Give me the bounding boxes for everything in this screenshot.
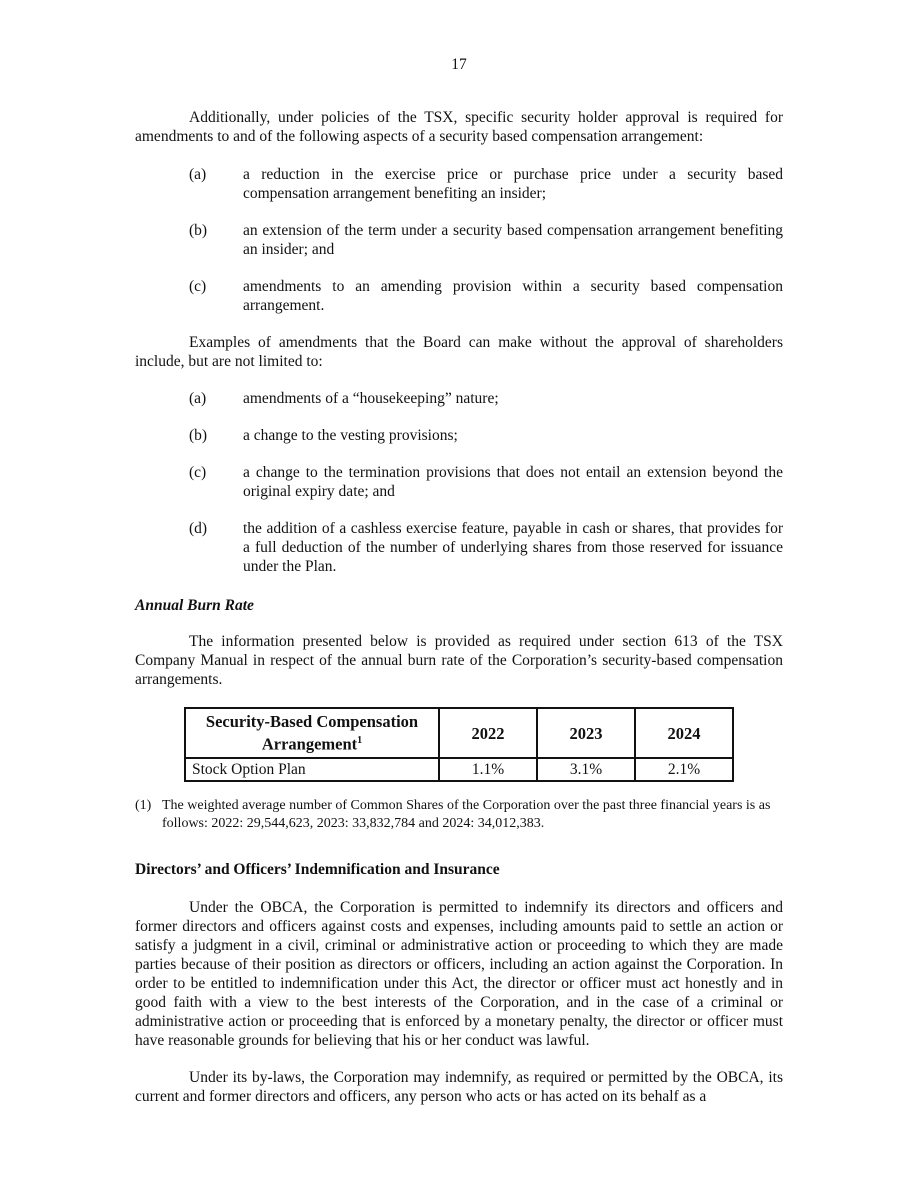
table-cell-value: 2.1% (635, 758, 733, 781)
list-item-text: an extension of the term under a security based compensation arrangement benefiting an insider; and (243, 222, 783, 258)
list-item-label: (b) (189, 222, 208, 239)
footnote-label: (1) (135, 798, 152, 813)
page-number: 17 (451, 56, 467, 73)
paragraph-tsx-approval: Additionally, under policies of the TSX, specific security holder approval is required for amendments to and of the following aspects of a security based compensation arrangement: (135, 109, 783, 145)
section-heading-indemnification: Directors’ and Officers’ Indemnification and Insurance (135, 861, 500, 878)
table-cell-plan: Stock Option Plan (185, 758, 439, 781)
table-header-year: 2024 (635, 708, 733, 758)
table-cell-value: 3.1% (537, 758, 635, 781)
section-heading-burn-rate: Annual Burn Rate (135, 597, 254, 614)
table-header-row (185, 708, 733, 758)
table-header-arrangement: Security-Based Compensation Arrangement$^1$ (185, 708, 439, 758)
table-header-year: 2022 (439, 708, 537, 758)
paragraph-obca-indemnification: Under the OBCA, the Corporation is permitted to indemnify its directors and officers and former directors and officers against costs and expenses, including amounts paid to settle an action or satisfy a judgment in a civil, criminal or administrative action or proceeding to which they are made parties because of their position as directors or officers, including an action against the Corporation. In order to be entitled to indemnification under this Act, the director or officer must act honestly and in good faith with a view to the best interests of the Corporation, and in the case of a criminal or administrative action or proceeding that is enforced by a monetary penalty, the director or officer must have reasonable grounds for believing that his or her conduct was lawful. (135, 899, 783, 1049)
table-row (185, 758, 733, 781)
list-item-text: the addition of a cashless exercise feature, payable in cash or shares, that provides for a full deduction of the number of underlying shares from those reserved for issuance under the Plan. (243, 520, 783, 575)
list-item-text: a change to the termination provisions that does not entail an extension beyond the original expiry date; and (243, 464, 783, 500)
table-cell-value: 1.1% (439, 758, 537, 781)
table-header-year: 2023 (537, 708, 635, 758)
list-item-label: (d) (189, 520, 208, 537)
list-item-label: (c) (189, 278, 207, 295)
list-item-label: (a) (189, 390, 207, 407)
paragraph-burn-rate-intro: The information presented below is provided as required under section 613 of the TSX Company Manual in respect of the annual burn rate of the Corporation’s security-based compensation arrangements. (135, 633, 783, 688)
list-item-text: a reduction in the exercise price or purchase price under a security based compensation arrangement benefiting an insider; (243, 166, 783, 202)
footnote-marker: 1 (357, 735, 363, 747)
list-item-text: amendments to an amending provision within a security based compensation arrangement. (243, 278, 783, 314)
list-item-text: a change to the vesting provisions; (243, 427, 458, 444)
list-item-label: (a) (189, 166, 207, 183)
list-item-text: amendments of a “housekeeping” nature; (243, 390, 499, 407)
paragraph-bylaws: Under its by-laws, the Corporation may indemnify, as required or permitted by the OBCA, its current and former directors and officers, any person who acts or has acted on its behalf as a (135, 1069, 783, 1105)
paragraph-board-amendments: Examples of amendments that the Board can make without the approval of shareholders include, but are not limited to: (135, 334, 783, 370)
burn-rate-table (184, 707, 734, 782)
footnote-text: The weighted average number of Common Shares of the Corporation over the past three financial years is as follows: 2022: 29,544,623, 2023: 33,832,784 and 2024: 34,012,383. (162, 798, 771, 831)
list-item-label: (c) (189, 464, 207, 481)
list-item-label: (b) (189, 427, 208, 444)
